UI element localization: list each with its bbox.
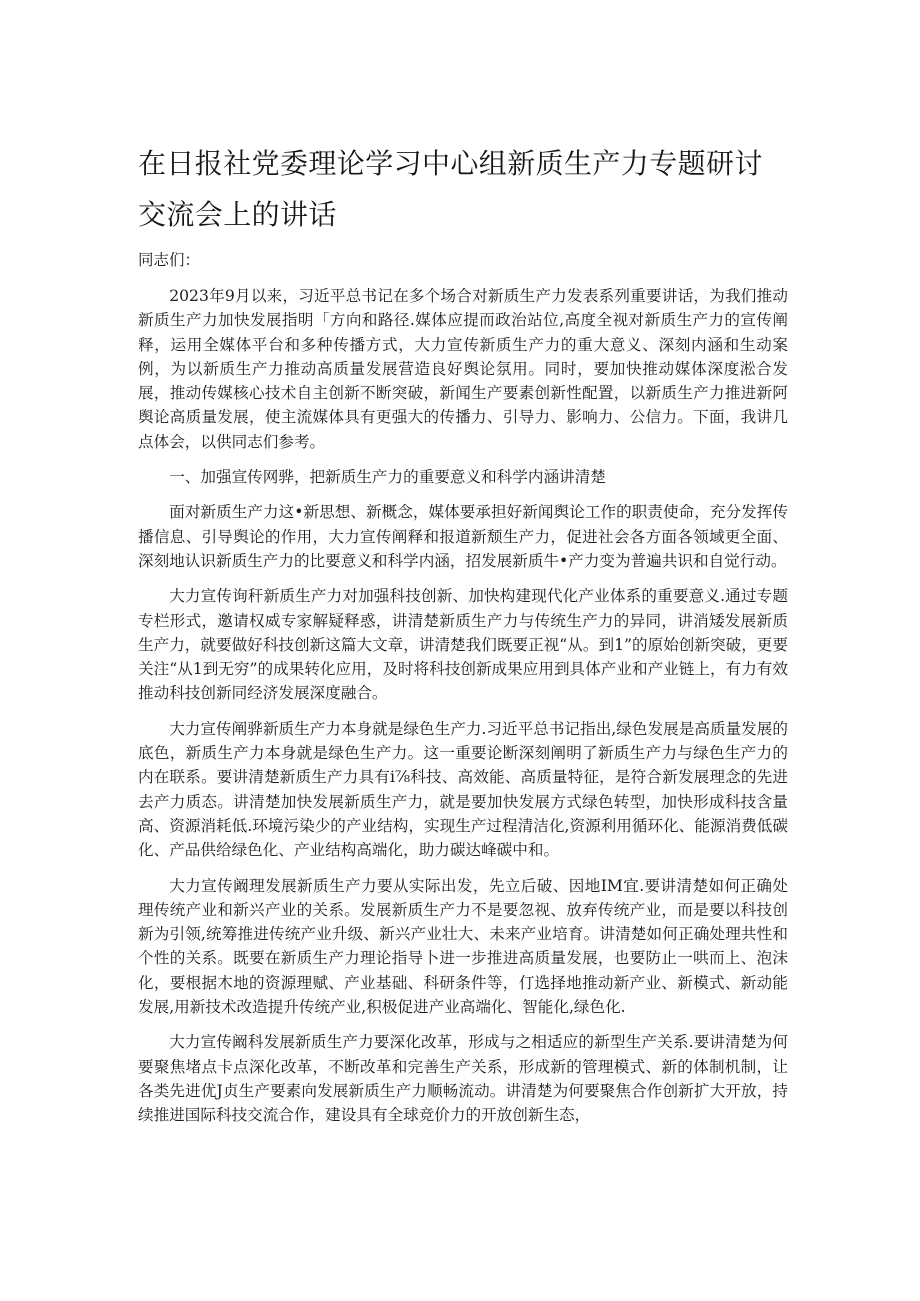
- body-paragraph: 大力宣传阚科发展新质生产力要深化改革，形成与之相适应的新型生产关系.要讲清楚为何要聚焦堵点卡点深化改革，不断改革和完善生产关系，形成新的管理模式、新的体制机制，让各类先进优J贞生产要素向发展新质生产力顺畅流动。讲清楚为何要聚焦合作创新扩大开放，持续推进国际科技交流合作，建设具有全球竞价力的开放创新生态，: [138, 1033, 788, 1125]
- section-heading: 一、加强宣传网骅，把新质生产力的重要意义和科学内涵讲清楚: [169, 468, 606, 487]
- body-paragraph: 大力宣传阐骅新质生产力本身就是绿色生产力.习近平总书记指出,绿色发展是高质量发展的底色，新质生产力本身就是绿色生产力。这一重要论断深刻阐明了新质生产力与绿色生产力的内在联系。要讲清楚新质生产力具有i⅞科技、高效能、高质量特征，是符合新发展理念的先进去产力质态。讲清楚加快发展新质生产力，就是要加快发展方式绿色转型，加快形成科技含量高、资源消耗低.环境污染少的产业结构，实现生产过程清洁化,资源利用循环化、能源消费低碳化、产品供给绿色化、产业结构高端化，助力碳达峰碳中和。: [138, 719, 788, 860]
- intro-paragraph: 2023年9月以来，习近平总书记在多个场合对新质生产力发表系列重要讲话，为我们推动新质生产力加快发展指明「方向和路径.媒体应提而政治站位,高度全视对新质生产力的宣传阐释，运用全媒体平台和多种传播方式，大力宣传新质生产力的重大意义、深刻内涵和生动案例，为以新质生产力推动高质量发展营造良好舆论氛用。同时，要加快推动媒体深度淞合发展，推动传媒核心技术自主创新不断突破，新闻生产要素创新性配置，以新质生产力推进新阿舆论高质量发展，使主流媒体具有更强大的传播力、引导力、影响力、公信力。下面，我讲几点体会，以供同志们参考。: [138, 287, 788, 451]
- body-paragraph: 大力宣传阚理发展新质生产力要从实际出发，先立后破、因地IM宜.要讲清楚如何正确处理传统产业和新兴产业的关系。发展新质生产力不是要忽视、放弃传统产业，而是要以科技创新为引领,统筹推进传统产业升级、新兴产业壮大、未来产业培育。讲清楚如何正确处理共性和个性的关系。既要在新质生产力理论指导卜进一步推进高质量发展，也要防止一哄而上、泡沫化，要根据木地的资源理赋、产业基础、科研条件等，仃选择地推动新产业、新模式、新动能发展,用新技术改造提升传统产业,积极促进产业高端化、智能化,绿色化.: [138, 876, 788, 1017]
- salutation: 同志们：: [138, 251, 201, 269]
- title-line-2: 交流会上的讲话: [138, 198, 337, 231]
- body-paragraph: 面对新质生产力这•新思想、新概念，媒体要承担好新闻舆论工作的职责使命，充分发挥传播信息、引导舆论的作用，大力宣传阐释和报道新颓生产力，促进社会各方面各领域更全面、深刻地认识新质生产力的比要意义和科学内涵，招发展新质牛•产力变为普遍共识和自觉行动。: [138, 503, 788, 570]
- document-title: [138, 138, 798, 240]
- title-line-1: 在日报社党委理论学习中心组新质生产力专题研讨: [138, 147, 763, 180]
- body-paragraph: 大力宣传询秆新质生产力对加强科技创新、加快构建现代化产业体系的重要意义.通过专题专栏形式，邀请权威专家解疑释惑，讲清楚新质生产力与传统生产力的异同，讲消矮发展新质生产力，就要做好科技创新这篇大文章，讲清楚我们既要正视“从。到1”的原始创新突破，更要关注“从1到无穷”的成果转化应用，及时将科技创新成果应用到具体产业和产业链上，有力有效推动科技创新同经济发展深度融合。: [138, 587, 788, 703]
- document-body: [138, 284, 788, 1139]
